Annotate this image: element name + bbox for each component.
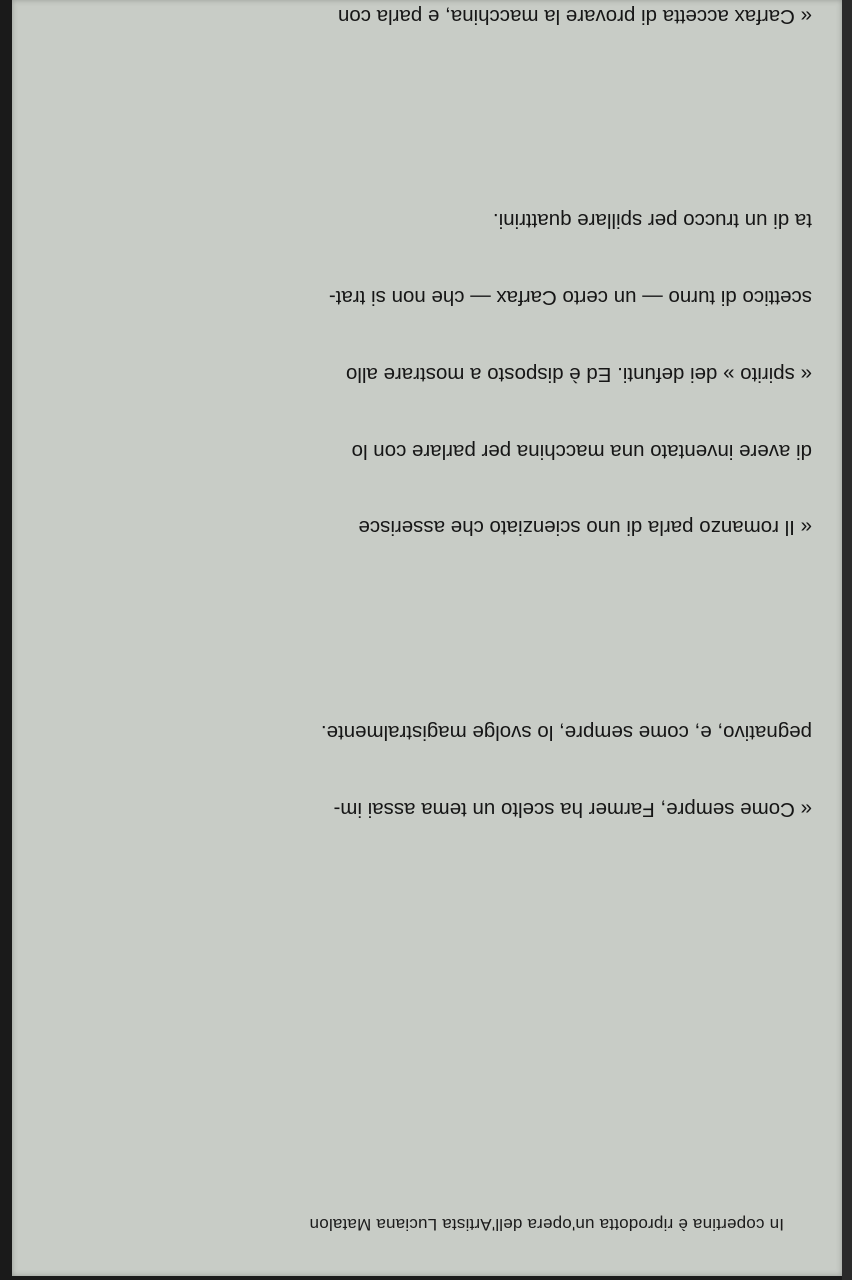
text-line: « Come sempre, Farmer ha scelto un tema assai im- xyxy=(333,798,812,822)
blurb-paragraph xyxy=(157,0,812,80)
text-line: « spirito » dei defunti. Ed è disposto a mostrare allo xyxy=(345,362,812,386)
book-back-cover xyxy=(12,0,842,1276)
cover-art-credit: In copertina è riprodotta un'opera dell'Artista Luciana Matalon xyxy=(309,1215,784,1234)
upside-down-content xyxy=(12,0,842,1276)
text-line: ta di un trucco per spillare quattrini. xyxy=(492,209,812,233)
text-line: « Il romanzo parla di uno scienziato che asserisce xyxy=(358,516,812,540)
blurb-text xyxy=(157,0,812,950)
text-line: pegnativo, e, come sempre, lo svolge magistralmente. xyxy=(320,721,812,745)
text-line: scettico di turno — un certo Carfax — che non si trat- xyxy=(328,286,812,310)
blurb-paragraph xyxy=(157,157,812,592)
page-edge-shadow xyxy=(842,0,852,1280)
blurb-paragraph xyxy=(157,668,812,873)
text-line: « Carfax accetta di provare la macchina, e parla con xyxy=(337,4,812,28)
text-line: di avere inventato una macchina per parlare con lo xyxy=(351,439,812,463)
